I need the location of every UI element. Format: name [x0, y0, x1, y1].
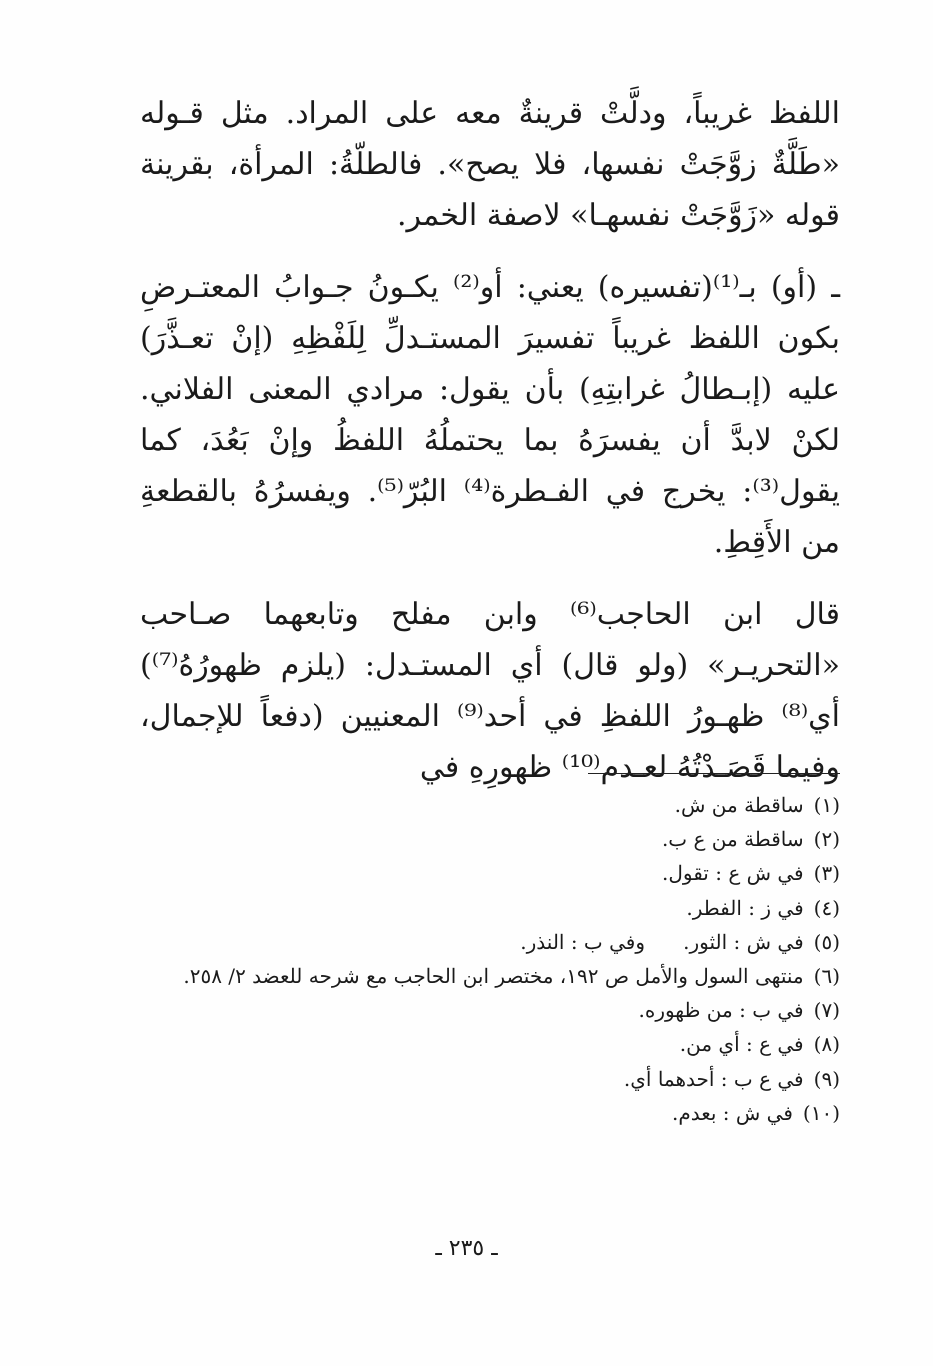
footnote-number: (٨) [813, 1032, 840, 1057]
footnote-text: منتهى السول والأمل ص ١٩٢، مختصر ابن الحاجب مع شرحه للعضد ٢/ ٢٥٨. [183, 964, 804, 989]
footnote [146, 788, 840, 822]
footnote-text: ساقطة من ش. [674, 793, 804, 817]
footnote-number: (٧) [813, 998, 840, 1023]
footnote-number: (٣) [813, 861, 840, 886]
footnote-separator [588, 773, 840, 774]
footnotes [146, 788, 840, 1130]
footnote-number: (٢) [813, 827, 840, 852]
footnote-number: (٤) [813, 895, 840, 920]
main-text [140, 88, 840, 793]
footnote-number: (٥) [813, 929, 840, 954]
footnote-text: ساقطة من ع ب. [661, 827, 804, 852]
footnote [146, 959, 840, 993]
footnote-number: (٦) [813, 964, 840, 989]
footnote [146, 856, 840, 890]
footnote [146, 1062, 840, 1096]
footnote-text: في ش : بعدم. [671, 1100, 793, 1125]
footnote [146, 1027, 840, 1061]
footnote-number: (١) [813, 793, 840, 817]
footnote [146, 993, 840, 1027]
footnote-text: في ع : أي من. [679, 1032, 804, 1057]
paragraph: اللفظ غريباً، ودلَّتْ قرينةٌ معه على المراد. مثل قـوله «طَلَّةٌ زوَّجَتْ نفسها، فلا يصح». فالطلّةُ: المرأة، بقرينة قوله «زَوَّجَتْ نفسهـا» لاصفة الخمر. [140, 96, 840, 233]
footnote [146, 822, 840, 856]
footnote-number: (٩) [813, 1066, 840, 1091]
footnote [146, 891, 840, 925]
footnote [146, 925, 840, 959]
page-number: ـ ٢٣٥ ـ [435, 1236, 498, 1261]
footnote-text: في ش ع : تقول. [661, 861, 804, 886]
paragraph: قال ابن الحاجب⁽⁶⁾ وابن مفلح وتابعهما صـاحب «التحريـر» (ولو قال) أي المستـدل: (يلزم ظهورُهُ⁽⁷⁾) أي⁽⁸⁾ ظهـورُ اللفظِ في أحد⁽⁹⁾ المعنيين (دفعاً للإجمال، وفيما قَصَـدْتُهُ لعـدم⁽¹⁰⁾ ظهورِهِ في [140, 597, 840, 785]
footnote-text: في ز : الفطر. [686, 895, 804, 920]
footnote-text: في ب : من ظهوره. [638, 998, 804, 1023]
footnote-number: (١٠) [802, 1100, 840, 1125]
footnote-text: في ع ب : أحدهما أي. [623, 1066, 804, 1091]
paragraph: ـ (أو) بـ⁽¹⁾(تفسيره) يعني: أو⁽²⁾ يكـونُ جـوابُ المعتـرضِ بكون اللفظ غريباً تفسيرَ المستـدلِّ لِلَفْظِهِ (إنْ تعـذَّرَ) عليه (إبـطالُ غرابتِهِ) بأن يقول: مرادي المعنى الفلاني. لكنْ لابدَّ أن يفسرَهُ بما يحتملُهُ اللفظُ وإنْ بَعُدَ، كما يقول⁽³⁾: يخرج في الفـطرة⁽⁴⁾ البُرّ⁽⁵⁾. ويفسرُهُ بالقطعةِ من الأَقِطِ. [140, 270, 840, 560]
footnote [146, 1096, 840, 1130]
footnote-text: في ش : الثور. وفي ب : النذر. [520, 929, 804, 954]
